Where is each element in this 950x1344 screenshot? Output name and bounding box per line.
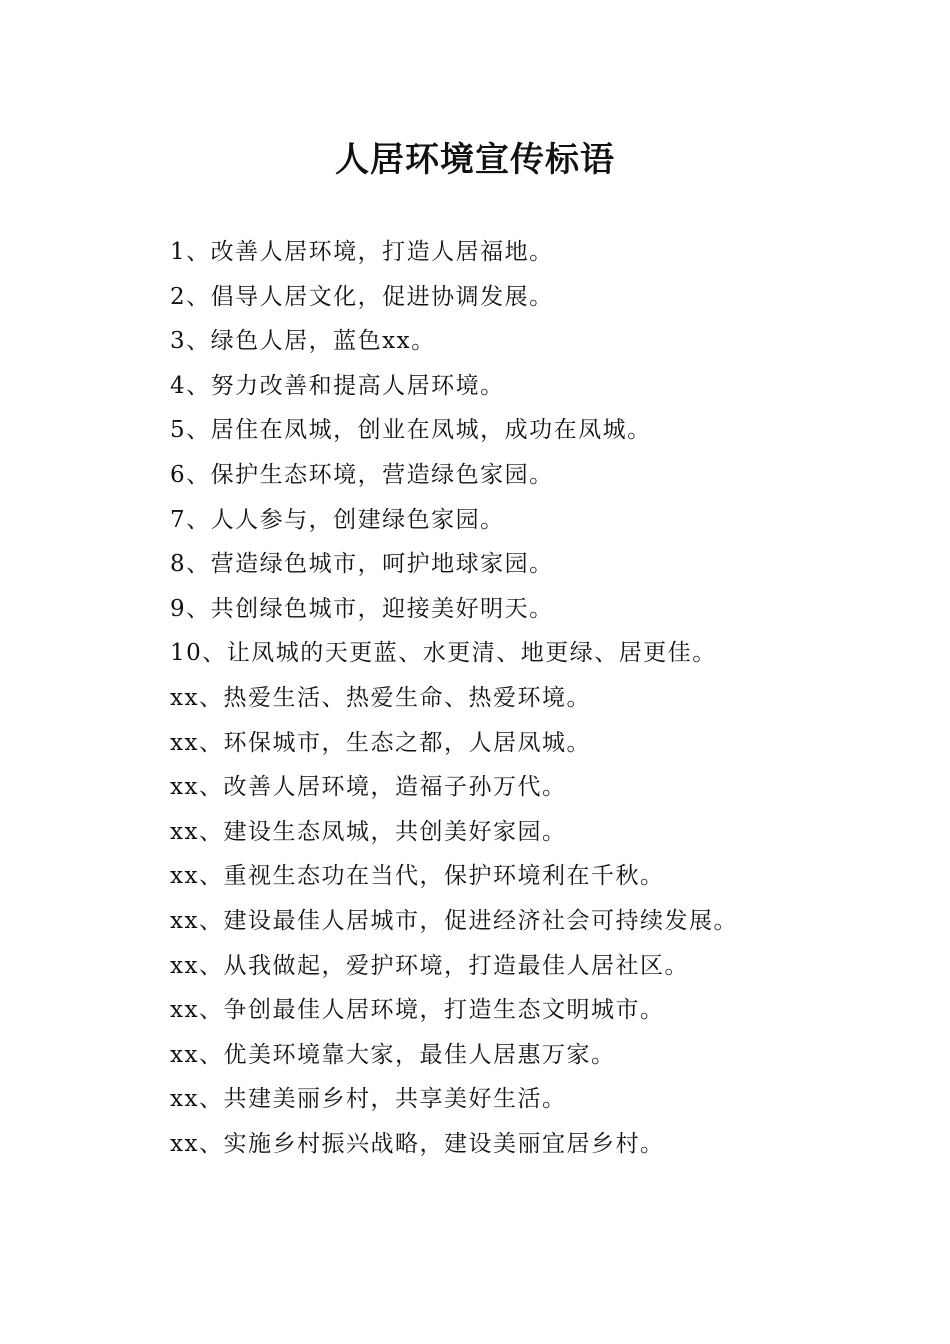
slogan-item: xx、建设最佳人居城市，促进经济社会可持续发展。 <box>170 907 738 934</box>
slogan-list <box>170 230 890 1166</box>
slogan-item: xx、优美环境靠大家，最佳人居惠万家。 <box>170 1041 616 1068</box>
slogan-item: xx、热爱生活、热爱生命、热爱环境。 <box>170 684 591 711</box>
slogan-item: 8、营造绿色城市，呵护地球家园。 <box>170 551 554 578</box>
slogan-item: xx、争创最佳人居环境，打造生态文明城市。 <box>170 997 665 1024</box>
slogan-item: 7、人人参与，创建绿色家园。 <box>170 506 505 533</box>
slogan-item: 1、改善人居环境，打造人居福地。 <box>170 239 554 265</box>
slogan-item: 2、倡导人居文化，促进协调发展。 <box>170 283 554 310</box>
slogan-item: 10、让凤城的天更蓝、水更清、地更绿、居更佳。 <box>170 640 717 667</box>
slogan-item: 9、共创绿色城市，迎接美好明天。 <box>170 595 554 622</box>
slogan-item: 3、绿色人居，蓝色xx。 <box>170 328 436 355</box>
slogan-item: xx、实施乡村振兴战略，建设美丽宜居乡村。 <box>170 1130 665 1157</box>
slogan-item: 4、努力改善和提高人居环境。 <box>170 372 505 399</box>
slogan-item: xx、环保城市，生态之都，人居凤城。 <box>170 729 591 756</box>
slogan-item: 5、居住在凤城，创业在凤城，成功在凤城。 <box>170 417 652 444</box>
slogan-item: xx、建设生态凤城，共创美好家园。 <box>170 818 567 845</box>
slogan-item: 6、保护生态环境，营造绿色家园。 <box>170 461 554 488</box>
slogan-item: xx、共建美丽乡村，共享美好生活。 <box>170 1086 567 1113</box>
slogan-item: xx、从我做起，爱护环境，打造最佳人居社区。 <box>170 952 689 979</box>
slogan-item: xx、改善人居环境，造福子孙万代。 <box>170 774 567 801</box>
slogan-item: xx、重视生态功在当代，保护环境利在千秋。 <box>170 863 665 890</box>
document-title: 人居环境宣传标语 <box>335 140 615 180</box>
